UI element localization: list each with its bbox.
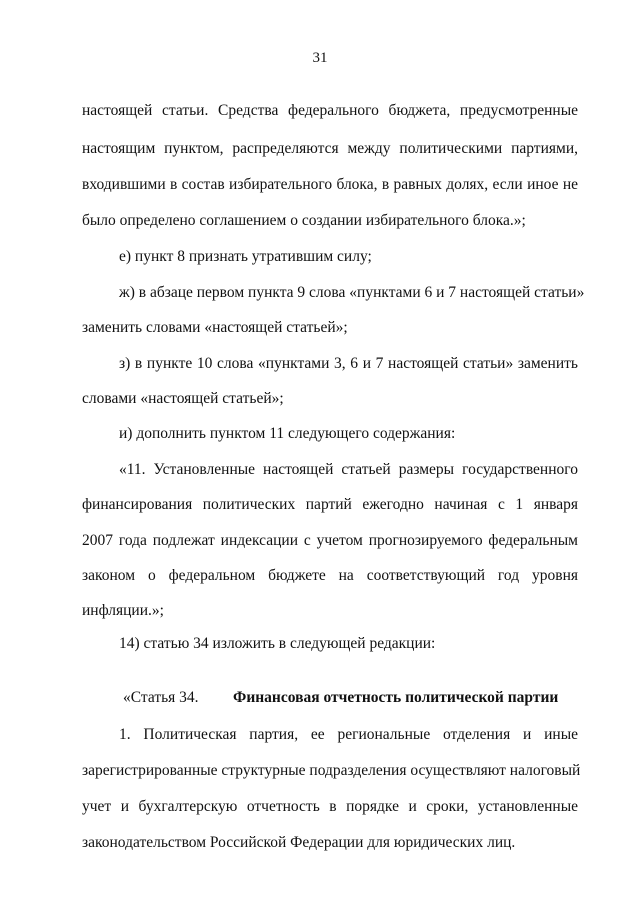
text-line: 1. Политическая партия, ее региональные отделения и иные [119, 726, 578, 743]
text-line: зарегистрированные структурные подразделения осуществляют налоговый [82, 762, 581, 779]
page-number: 31 [312, 50, 328, 66]
text-line: 14) статью 34 изложить в следующей редакции: [119, 635, 436, 652]
text-line: учет и бухгалтерскую отчетность в порядке и сроки, установленные [82, 798, 578, 815]
text-line: е) пункт 8 признать утратившим силу; [119, 248, 372, 265]
text-line: словами «настоящей статьей»; [82, 390, 284, 407]
text-line: з) в пункте 10 слова «пунктами 3, 6 и 7 настоящей статьи» заменить [119, 355, 578, 372]
text-line: инфляции.»; [82, 602, 164, 619]
article-heading-title: Финансовая отчетность политической партии [233, 689, 559, 706]
text-line: законом о федеральном бюджете на соответствующий год уровня [82, 567, 578, 584]
text-line: и) дополнить пунктом 11 следующего содержания: [119, 425, 456, 442]
text-line: 2007 года подлежат индексации с учетом прогнозируемого федеральным [82, 532, 578, 549]
text-line: входившими в состав избирательного блока, в равных долях, если иное не [82, 176, 578, 193]
text-line: законодательством Российской Федерации для юридических лиц. [82, 834, 516, 851]
article-heading-prefix: «Статья 34. [123, 689, 199, 706]
text-line: ж) в абзаце первом пункта 9 слова «пунктами 6 и 7 настоящей статьи» [119, 284, 585, 301]
text-line: настоящей статьи. Средства федерального бюджета, предусмотренные [82, 102, 578, 119]
text-line: заменить словами «настоящей статьей»; [82, 319, 348, 336]
text-line: было определено соглашением о создании избирательного блока.»; [82, 212, 526, 229]
text-line: настоящим пунктом, распределяются между политическими партиями, [82, 140, 578, 157]
text-line: «11. Установленные настоящей статьей размеры государственного [119, 461, 578, 478]
text-line: финансирования политических партий ежегодно начиная с 1 января [82, 496, 578, 513]
